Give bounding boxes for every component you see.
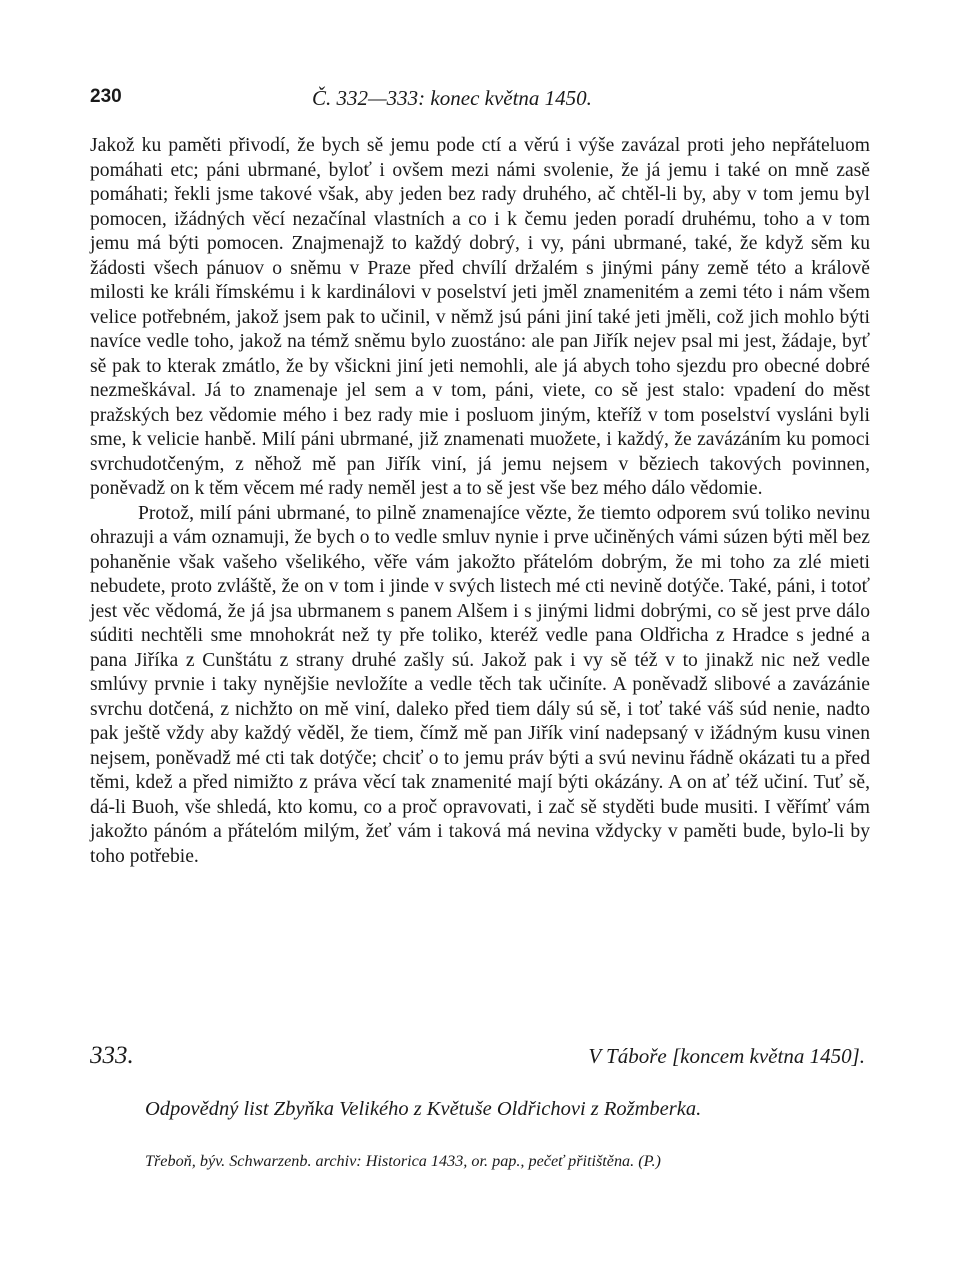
letter-body (90, 134, 870, 869)
document-source-note: Třeboň, býv. Schwarzenb. archiv: Historica 1433, or. pap., pečeť přitištěna. (P.) (145, 1152, 661, 1170)
document-summary: Odpovědný list Zbyňka Velikého z Květuše Oldřichovi z Rožmberka. (145, 1098, 702, 1120)
document-place-date: V Táboře [koncem května 1450]. (588, 1044, 865, 1068)
paragraph-2: Protož, milí páni ubrmané, to pilně znamenajíce vězte, že tiemto odporem svú toliko nevinu ohrazuji a vám oznamuji, že bych o to vedle smluv nynie i prve učiněných vámi súzen býti měl bez pohaněnie však vašeho všelikého, věře vám jakožto přátelóm dobrým, že mi toho za zlé mieti nebudete, proto zvláště, že on v tom i jinde v svých listech mé cti nevině dotýče. Také, páni, i totoť jest věc vědomá, že já jsa ubrmanem s panem Alšem i s jinými lidmi dobrými, co sě jest prve dálo súditi nechtěli sme mnohokrát než ty pře toliko, kteréž vedle pana Oldřicha z Hradce s jedné a pana Jiříka z Cunštátu z strany druhé zašly sú. Jakož pak i vy sě též v to jinakž nic než vedle smlúvy prvnie i taky nynějšie nevložíte a vedle těch tak učiníte. A poněvadž slibové a zavázánie svrchu dotčená, z nichžto on mě viní, daleko před tiem dály sú sě, i toť také váš súd nenie, nadto pak ještě vždy aby každý věděl, že tiem, čímž mě pan Jiřík viní nadepsaný v ižádným kusu vinen nejsem, poněvadž mé cti tak dotýče; chciť o to jemu práv býti a svú nevinu řádně okázati tu a před těmi, kdež a před nimižto z práva věcí tak znamenité mají býti okázány. A on ať též učiní. Tuť sě, dá-li Buoh, vše shledá, kto komu, co a proč opravovati, i zač sě styděti bude musiti. I věřímť vám jakožto pánóm a přátelóm milým, žeť vám i taková má nevina vždycky v paměti bude, bylo-li by toho potřebie. (90, 502, 870, 867)
paragraph-1: Jakož ku paměti přivodí, že bych sě jemu pode ctí a věrú i výše zavázal proti jeho nepřáteluom pomáhati etc; páni ubrmané, byloť i ovšem mezi námi svolenie, že já jemu i také on mně zasě pomáhati; řekli jsme takové však, aby jeden bez rady druhého, ač chtěl-li by, aby v tom jemu byl pomocen, ižádných věcí nezačínal vlastních a co i k čemu jeden poradí druhému, toho a v tom jemu má býti pomocen. Znajmenajž to každý dobrý, i vy, páni ubrmané, také, že když sěm ku žádosti všech pánuov o sněmu v Praze před chvílí držalém s jinými pány země této a králově milosti ke králi římskému i k kardinálovi v poselství jeti jměl znamenitém a zemi této i nám všem velice potřebném, jakož jsem pak to učinil, v němž jsú páni jiní také jeti jměli, což jich mohlo býti navíce vedle toho, jakož na témž sněmu bylo zuostáno: ale pan Jiřík nejev psal mi jest, žádaje, byť sě pak to kterak zmátlo, že by všickni jiní jeti nemohli, ale já abych toho sjezdu pro obecné dobré nezmeškával. Já to znamenaje jel sem a v tom, páni, viete, co sě jest stalo: vpadení do měst pražských bez vědomie mého i bez rady mie i posluom jiným, kteříž v tom poselství vysláni byli sme, k velicie hanbě. Milí páni ubrmané, již znamenati muožete, i každý, že zavázáním ku pomoci svrchudotčeným, z něhož mě pan Jiřík viní, já jemu nejsem v běziech takových povinnen, poněvadž on k těm věcem mé rady neměl jest a to sě jest vše bez mého dálo vědomie. (90, 135, 870, 499)
page-number: 230 (90, 86, 122, 107)
document-heading (90, 1042, 865, 1072)
running-head: Č. 332—333: konec května 1450. (312, 86, 592, 110)
document-number: 333. (90, 1042, 134, 1069)
page-header (90, 86, 870, 112)
